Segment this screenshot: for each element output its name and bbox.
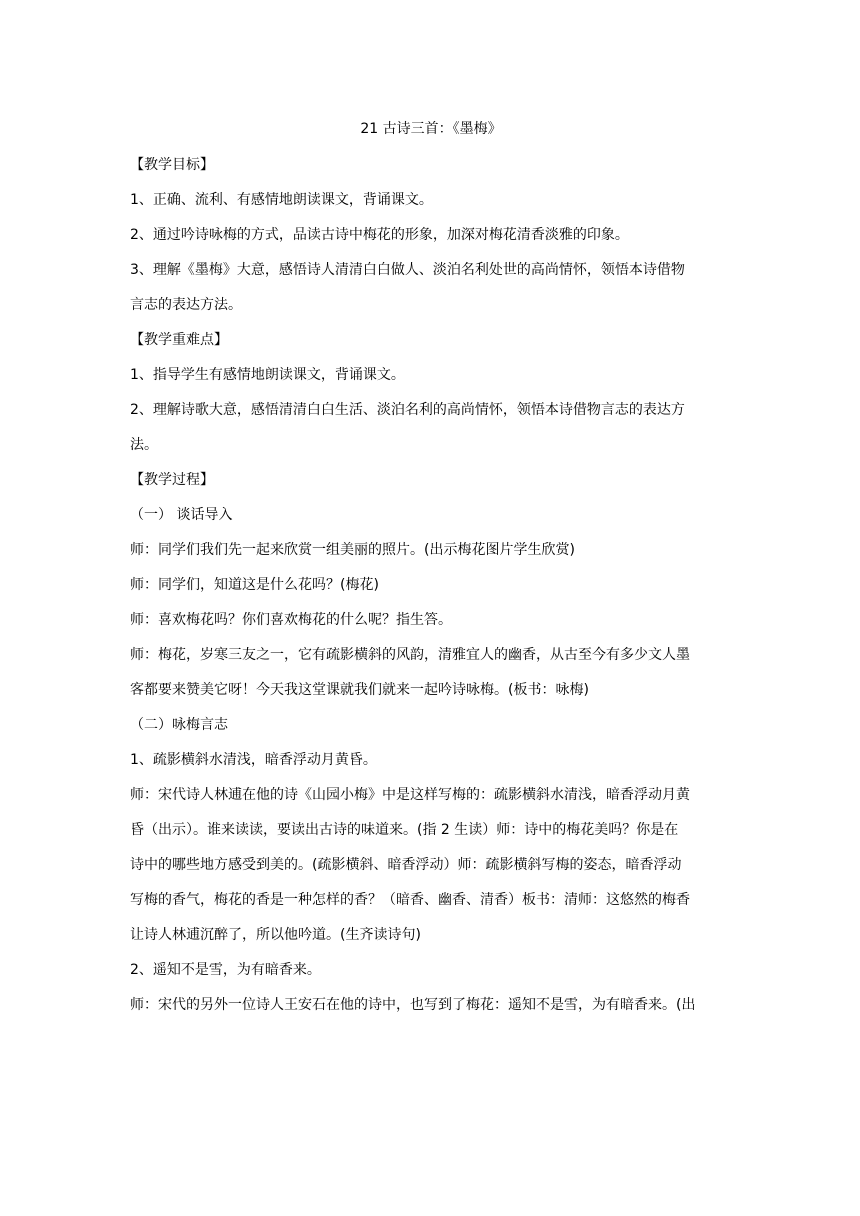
subsection-plum: （二）咏梅言志	[130, 717, 228, 733]
text-line: 2、理解诗歌大意，感悟清清白白生活、淡泊名利的高尚情怀，领悟本诗借物言志的表达方	[130, 402, 685, 418]
section-heading-process: 【教学过程】	[130, 472, 214, 488]
document-title: 21 古诗三首：《墨梅》	[360, 121, 502, 137]
text-line: 诗中的哪些地方感受到美的。(疏影横斜、暗香浮动）师：疏影横斜写梅的姿态，暗香浮动	[130, 857, 682, 873]
dialogue-paragraph	[130, 994, 732, 1016]
text-line: 言志的表达方法。	[130, 297, 242, 313]
document-page	[130, 118, 732, 1029]
text-line: 客都要来赞美它呀！今天我这堂课就我们就来一起吟诗咏梅。(板书：咏梅)	[130, 682, 589, 698]
text-line: 3、理解《墨梅》大意，感悟诗人清清白白做人、淡泊名利处世的高尚情怀，领悟本诗借物	[130, 262, 685, 278]
objective-1: 1、正确、流利、有感情地朗读课文，背诵课文。	[130, 192, 433, 208]
dialogue-line: 师：同学们我们先一起来欣赏一组美丽的照片。(出示梅花图片学生欣赏)	[130, 542, 575, 558]
section-heading-key-points: 【教学重难点】	[130, 332, 228, 348]
dialogue-paragraph	[130, 644, 732, 701]
dialogue-line: 师：同学们，知道这是什么花吗？(梅花)	[130, 577, 379, 593]
text-line: 昏（出示）。谁来读读，要读出古诗的味道来。(指 2 生读）师：诗中的梅花美吗？你是在	[130, 822, 679, 838]
dialogue-line: 师：喜欢梅花吗？你们喜欢梅花的什么呢？指生答。	[130, 612, 452, 628]
text-line: 写梅的香气，梅花的香是一种怎样的香？（暗香、幽香、清香）板书：清师：这悠然的梅香	[130, 892, 690, 908]
text-line: 法。	[130, 437, 158, 453]
objective-2: 2、通过吟诗咏梅的方式，品读古诗中梅花的形象，加深对梅花清香淡雅的印象。	[130, 227, 629, 243]
objective-3	[130, 259, 732, 316]
key-point-1: 1、指导学生有感情地朗读课文，背诵课文。	[130, 367, 405, 383]
text-line: 师：宋代诗人林逋在他的诗《山园小梅》中是这样写梅的：疏影横斜水清浅，暗香浮动月黄	[130, 787, 690, 803]
text-line: 让诗人林逋沉醉了，所以他吟道。(生齐读诗句)	[130, 927, 421, 943]
poem-line-1: 1、疏影横斜水清浅，暗香浮动月黄昏。	[130, 752, 377, 768]
poem-line-2: 2、遥知不是雪，为有暗香来。	[130, 962, 321, 978]
text-line: 师：宋代的另外一位诗人王安石在他的诗中，也写到了梅花：遥知不是雪，为有暗香来。(出	[130, 997, 696, 1013]
key-point-2	[130, 399, 732, 456]
subsection-intro: （一） 谈话导入	[130, 507, 233, 523]
section-heading-objectives: 【教学目标】	[130, 157, 214, 173]
dialogue-paragraph	[130, 784, 732, 946]
text-line: 师：梅花，岁寒三友之一，它有疏影横斜的风韵，清雅宜人的幽香，从古至今有多少文人墨	[130, 647, 690, 663]
